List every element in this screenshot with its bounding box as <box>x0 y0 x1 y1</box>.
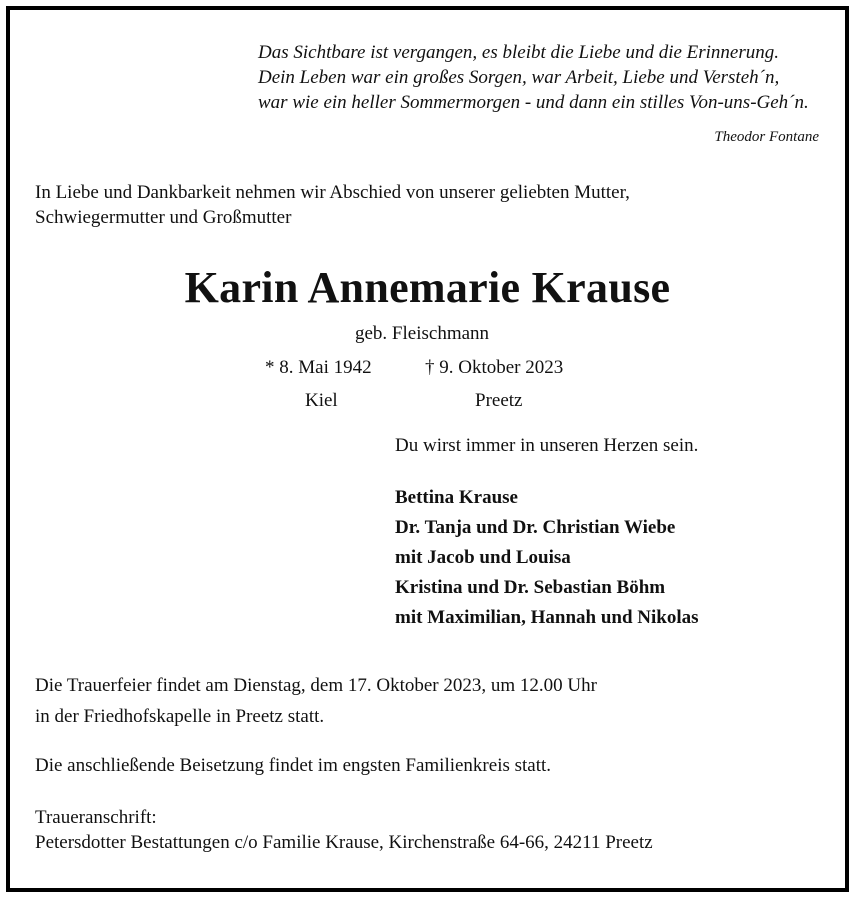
funeral-service-info <box>35 670 597 732</box>
farewell-line: Du wirst immer in unseren Herzen sein. <box>395 435 699 456</box>
burial-info: Die anschließende Beisetzung findet im engsten Familienkreis statt. <box>35 755 552 776</box>
address-label: Traueranschrift: <box>35 807 157 828</box>
address-text: Petersdotter Bestattungen c/o Familie Krause, Kirchenstraße 64-66, 24211 Preetz <box>35 832 653 853</box>
deceased-name: Karin Annemarie Krause <box>184 263 671 312</box>
poem-author: Theodor Fontane <box>714 129 819 145</box>
poem-line-2: Dein Leben war ein großes Sorgen, war Arbeit, Liebe und Versteh´n, <box>258 67 780 88</box>
service-line-2: in der Friedhofskapelle in Preetz statt. <box>35 706 325 727</box>
condolence-address <box>35 805 653 855</box>
family-member: mit Jacob und Louisa <box>395 547 571 568</box>
service-line-1: Die Trauerfeier findet am Dienstag, dem 17. Oktober 2023, um 12.00 Uhr <box>35 675 597 696</box>
poem-quote <box>258 40 809 115</box>
family-member: Bettina Krause <box>395 487 518 508</box>
intro-text <box>35 180 630 230</box>
poem-line-1: Das Sichtbare ist vergangen, es bleibt die Liebe und die Erinnerung. <box>258 42 780 63</box>
family-member: mit Maximilian, Hannah und Nikolas <box>395 607 699 628</box>
birth-place: Kiel <box>305 390 338 411</box>
obituary-notice <box>6 6 849 892</box>
death-place: Preetz <box>475 390 523 411</box>
poem-line-3: war wie ein heller Sommermorgen - und dann ein stilles Von-uns-Geh´n. <box>258 92 809 113</box>
birth-date: * 8. Mai 1942 <box>265 357 372 378</box>
intro-line-1: In Liebe und Dankbarkeit nehmen wir Abschied von unserer geliebten Mutter, <box>35 182 630 203</box>
family-list <box>395 483 699 633</box>
death-date: † 9. Oktober 2023 <box>425 357 564 378</box>
family-member: Dr. Tanja und Dr. Christian Wiebe <box>395 517 676 538</box>
family-member: Kristina und Dr. Sebastian Böhm <box>395 577 666 598</box>
intro-line-2: Schwiegermutter und Großmutter <box>35 207 292 228</box>
maiden-name: geb. Fleischmann <box>355 323 490 344</box>
